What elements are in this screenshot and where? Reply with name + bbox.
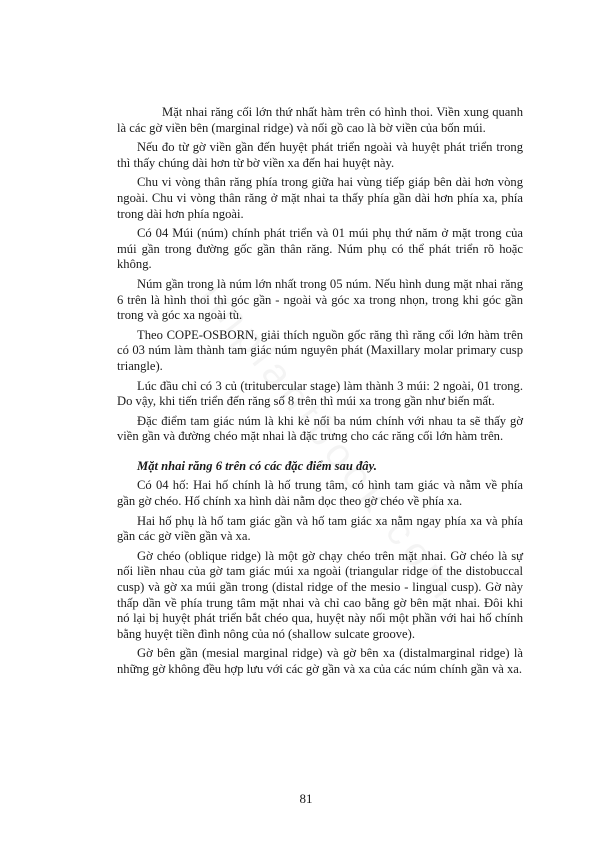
paragraph: Gờ chéo (oblique ridge) là một gờ chạy chéo trên mặt nhai. Gờ chéo là sự nối liền nhau của gờ tam giác múi xa ngoài (triangular ridge of the distobuccal cusp) và gờ xa múi gần trong (distal ridge of the mesio - lingual cusp). Gờ này thấp dần về phía trung tâm mặt nhai và chỉ cao bằng gờ bên mặt nhai. Đôi khi nó lại bị huyệt phát triển bắt chéo qua, huyệt này nối một phần với hai hố chính bằng huyệt tiền đình nông của nó (shallow sulcate groove). — [117, 548, 523, 641]
page-number: 81 — [299, 791, 313, 806]
body-text — [117, 105, 523, 682]
paragraph: Đặc điểm tam giác núm là khi kẻ nối ba núm chính với nhau ta sẽ thấy gờ viền gần và đường chéo mặt nhai là đặc trưng cho các răng cối lớn hàm trên. — [117, 413, 523, 444]
paragraph: Hai hố phụ là hố tam giác gần và hố tam giác xa nằm ngay phía xa và phía gần các gờ viền gần và xa. — [117, 513, 523, 544]
paragraph: Theo COPE-OSBORN, giải thích nguồn gốc răng thì răng cối lớn hàm trên có 03 núm làm thành tam giác núm nguyên phát (Maxillary molar primary cusp triangle). — [117, 327, 523, 373]
paragraph: Mặt nhai răng cối lớn thứ nhất hàm trên có hình thoi. Viền xung quanh là các gờ viền bên (marginal ridge) và nối gồ cao là bờ viền của bốn múi. — [117, 105, 523, 135]
paragraph: Nếu đo từ gờ viền gần đến huyệt phát triển ngoài và huyệt phát triển trong thì thấy chúng dài hơn từ bờ viền xa đến hai huyệt này. — [117, 140, 523, 170]
paragraph: Chu vi vòng thân răng phía trong giữa hai vùng tiếp giáp bên dài hơn vòng ngoài. Chu vi vòng thân răng ở mặt nhai ta thấy phía gần dài hơn phía xa, phía trong dài hơn phía ngoài. — [117, 175, 523, 221]
paragraph: Gờ bên gần (mesial marginal ridge) và gờ bên xa (distalmarginal ridge) là những gờ không đều hợp lưu với các gờ gần và xa của các núm chính gần và xa. — [117, 646, 523, 676]
paragraph: Lúc đầu chỉ có 3 củ (tritubercular stage) làm thành 3 múi: 2 ngoài, 01 trong. Do vậy, khi tiến triển đến răng số 8 trên thì múi xa trong gần như biến mất. — [117, 378, 523, 409]
paragraph: Có 04 hố: Hai hố chính là hố trung tâm, có hình tam giác và nằm về phía gần gờ chéo. Hố chính xa hình dài nằm dọc theo gờ chéo về phía xa. — [117, 478, 523, 509]
section-heading: Mặt nhai răng 6 trên có các đặc điểm sau đây. — [137, 458, 377, 473]
paragraph: Núm gần trong là núm lớn nhất trong 05 núm. Nếu hình dung mặt nhai răng 6 trên là hình thoi thì góc gần - ngoài và góc xa trong nhọn, trong khi góc gần trong và góc xa ngoài tù. — [117, 276, 523, 323]
paragraph: Có 04 Múi (núm) chính phát triển và 01 múi phụ thứ năm ở mặt trong của múi gần trong đường gốc gần thân răng. Núm phụ có thể phát triển rõ hoặc không. — [117, 226, 523, 272]
